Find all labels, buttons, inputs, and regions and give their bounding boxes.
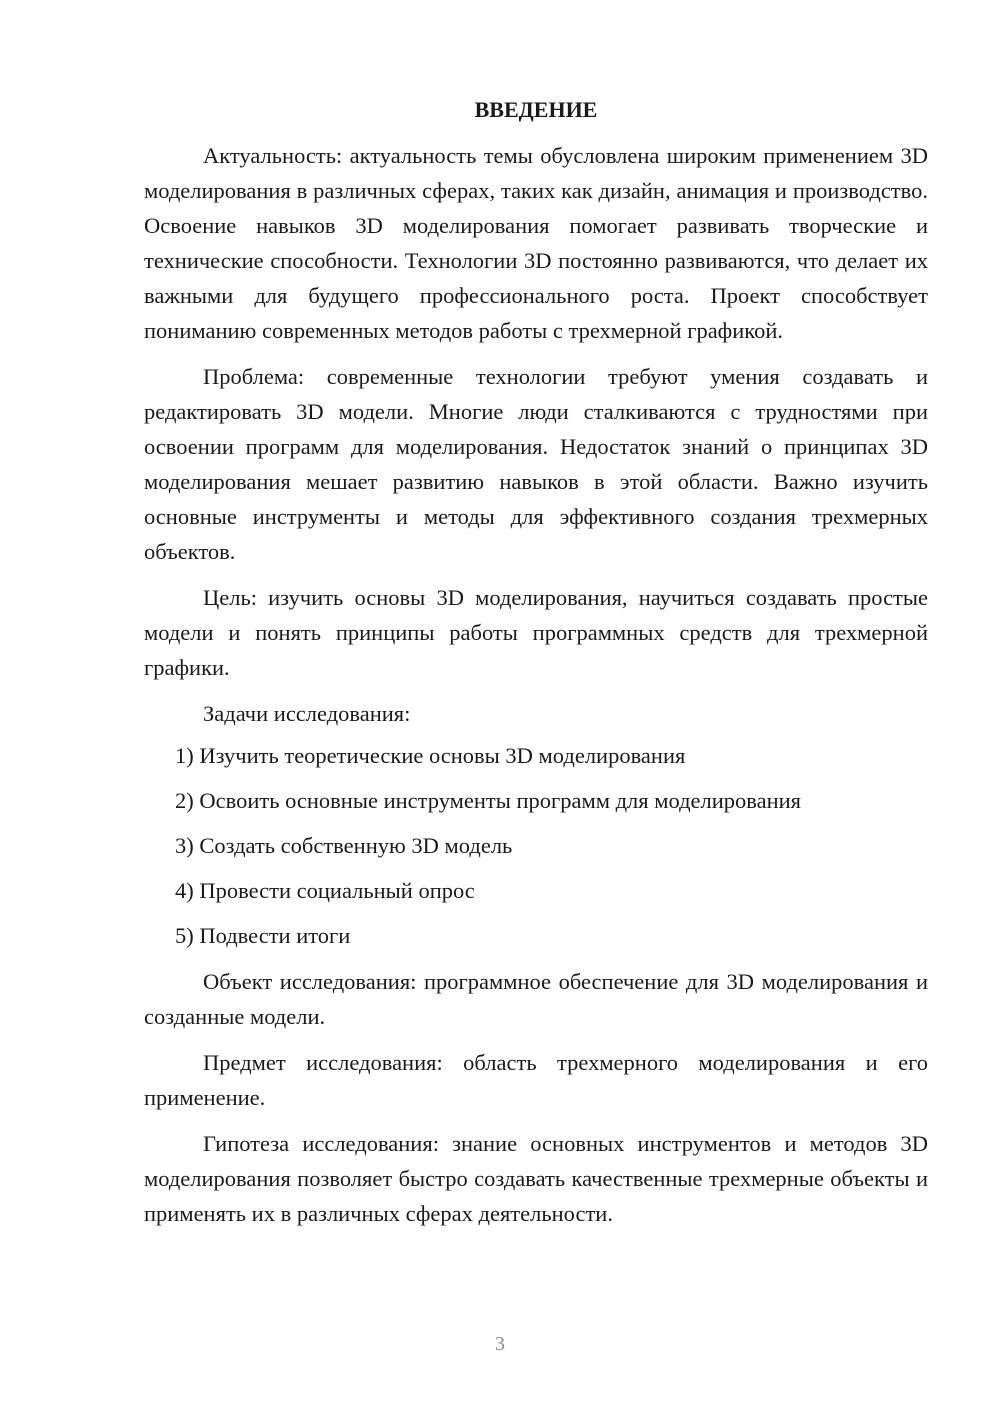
paragraph-object: Объект исследования: программное обеспечение для 3D моделирования и созданные модели. (144, 969, 928, 1029)
page-number: 3 (495, 1333, 505, 1355)
list-item: 3) Создать собственную 3D модель (175, 833, 513, 858)
list-item: 1) Изучить теоретические основы 3D моделирования (175, 743, 686, 768)
page-title: ВВЕДЕНИЕ (474, 97, 598, 122)
paragraph-subject: Предмет исследования: область трехмерного моделирования и его применение. (144, 1050, 928, 1110)
paragraph-goal: Цель: изучить основы 3D моделирования, научиться создавать простые модели и понять принципы работы программных средств для трехмерной графики. (144, 585, 928, 680)
list-item: 2) Освоить основные инструменты программ для моделирования (175, 788, 802, 813)
list-item: 4) Провести социальный опрос (175, 878, 475, 903)
paragraph-problem: Проблема: современные технологии требуют умения создавать и редактировать 3D модели. Многие люди сталкиваются с трудностями при освоении программ для моделирования. Недостаток знаний о принципах 3D моделирования мешает развитию навыков в этой области. Важно изучить основные инструменты и методы для эффективного создания трехмерных объектов. (144, 364, 928, 564)
list-item: 5) Подвести итоги (175, 923, 351, 948)
document-page (144, 95, 928, 1242)
tasks-heading: Задачи исследования: (203, 701, 411, 726)
paragraph-relevance: Актуальность: актуальность темы обусловлена широким применением 3D моделирования в различных сферах, таких как дизайн, анимация и производство. Освоение навыков 3D моделирования помогает развивать творческие и технические способности. Технологии 3D постоянно развиваются, что делает их важными для будущего профессионального роста. Проект способствует пониманию современных методов работы с трехмерной графикой. (144, 143, 928, 343)
tasks-list (144, 738, 928, 953)
paragraph-hypothesis: Гипотеза исследования: знание основных инструментов и методов 3D моделирования позволяет быстро создавать качественные трехмерные объекты и применять их в различных сферах деятельности. (144, 1131, 928, 1226)
